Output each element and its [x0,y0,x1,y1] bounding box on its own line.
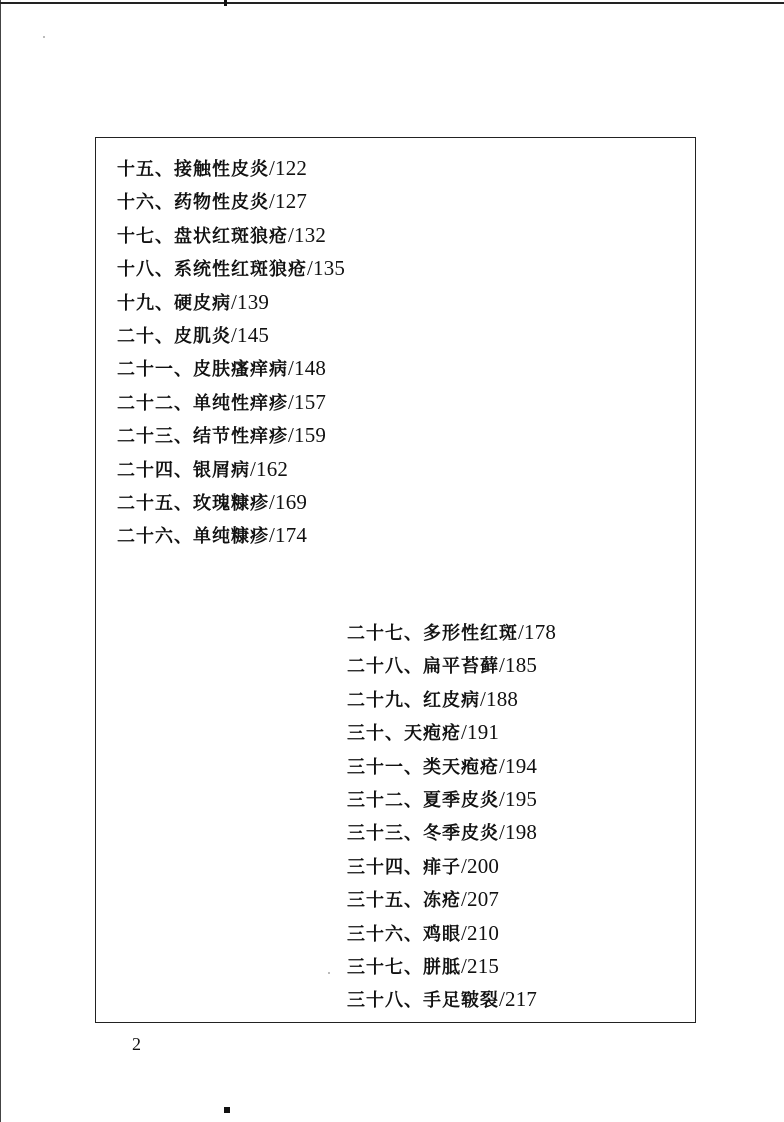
toc-entry-title: 三十二、夏季皮炎 [347,789,499,811]
bottom-scan-mark [224,1107,230,1113]
toc-entry-title: 二十四、银屑病 [117,459,250,481]
toc-entry-page: /210 [461,920,500,945]
toc-right-column [347,616,556,1017]
toc-entry-page: /157 [288,389,327,414]
toc-entry[interactable] [347,983,556,1016]
toc-entry-title: 二十八、扁平苔藓 [347,656,499,678]
toc-entry-title: 二十二、单纯性痒疹 [117,392,288,414]
toc-entry-title: 三十三、冬季皮炎 [347,823,499,845]
toc-entry-title: 三十、天疱疮 [347,723,461,745]
toc-entry-title: 十九、硬皮病 [117,292,231,314]
toc-entry[interactable] [347,616,556,649]
toc-entry-title: 二十六、单纯糠疹 [117,526,269,548]
toc-entry-title: 三十六、鸡眼 [347,923,461,945]
toc-entry[interactable] [347,683,556,716]
toc-entry-title: 二十九、红皮病 [347,689,480,711]
toc-entry[interactable] [347,917,556,950]
toc-entry-title: 三十一、类天疱疮 [347,756,499,778]
toc-entry[interactable] [117,419,345,452]
toc-entry-page: /207 [461,887,500,912]
toc-entry-page: /159 [288,423,327,448]
toc-entry-page: /195 [499,786,538,811]
toc-entry-title: 十七、盘状红斑狼疮 [117,225,288,247]
toc-entry-page: /145 [231,322,270,347]
toc-entry-title: 十六、药物性皮炎 [117,192,269,214]
toc-entry-title: 二十五、玫瑰糠疹 [117,492,269,514]
toc-entry[interactable] [117,152,345,185]
toc-entry-page: /178 [518,620,557,644]
toc-entry[interactable] [347,750,556,783]
toc-entry-title: 三十四、痱子 [347,856,461,878]
toc-entry-page: /139 [231,289,270,314]
scan-speck [328,972,330,974]
toc-entry[interactable] [117,219,345,252]
toc-entry-title: 三十七、胼胝 [347,956,461,978]
toc-entry-title: 二十一、皮肤瘙痒病 [117,359,288,381]
toc-left-column [117,152,345,553]
toc-entry-page: /198 [499,820,538,845]
top-rule-mark [224,0,227,6]
toc-entry[interactable] [117,453,345,486]
toc-entry-page: /132 [288,222,327,247]
toc-entry[interactable] [347,783,556,816]
left-margin-rule [0,0,1,1122]
toc-entry[interactable] [117,352,345,385]
toc-entry-page: /174 [269,523,308,548]
toc-entry-title: 二十、皮肌炎 [117,325,231,347]
toc-entry-page: /215 [461,953,500,978]
toc-entry-title: 十五、接触性皮炎 [117,159,269,180]
toc-entry[interactable] [347,850,556,883]
scan-speck [43,36,45,38]
page-number: 2 [132,1034,141,1054]
toc-entry-page: /162 [250,456,289,481]
toc-entry[interactable] [117,252,345,285]
toc-entry[interactable] [347,950,556,983]
toc-entry-page: /148 [288,356,327,381]
toc-entry-page: /200 [461,853,500,878]
toc-entry-page: /135 [307,256,346,281]
toc-entry-title: 三十五、冻疮 [347,890,461,912]
toc-entry-page: /188 [480,686,519,711]
toc-entry[interactable] [117,286,345,319]
toc-entry-page: /185 [499,653,538,678]
toc-entry[interactable] [117,386,345,419]
toc-entry-title: 三十八、手足皲裂 [347,990,499,1012]
top-header-rule [0,2,784,4]
toc-entry[interactable] [117,319,345,352]
toc-entry-page: /127 [269,189,308,214]
toc-entry-page: /122 [269,156,308,180]
toc-entry[interactable] [347,716,556,749]
toc-entry[interactable] [347,649,556,682]
toc-entry-page: /194 [499,753,538,778]
toc-entry[interactable] [117,519,345,552]
toc-entry[interactable] [117,185,345,218]
toc-entry[interactable] [347,883,556,916]
toc-entry[interactable] [347,816,556,849]
toc-entry-page: /217 [499,987,538,1012]
toc-entry-page: /169 [269,489,308,514]
toc-entry-title: 二十七、多形性红斑 [347,623,518,644]
toc-entry-page: /191 [461,720,500,745]
toc-entry-title: 二十三、结节性痒疹 [117,426,288,448]
toc-entry[interactable] [117,486,345,519]
toc-entry-title: 十八、系统性红斑狼疮 [117,259,307,281]
